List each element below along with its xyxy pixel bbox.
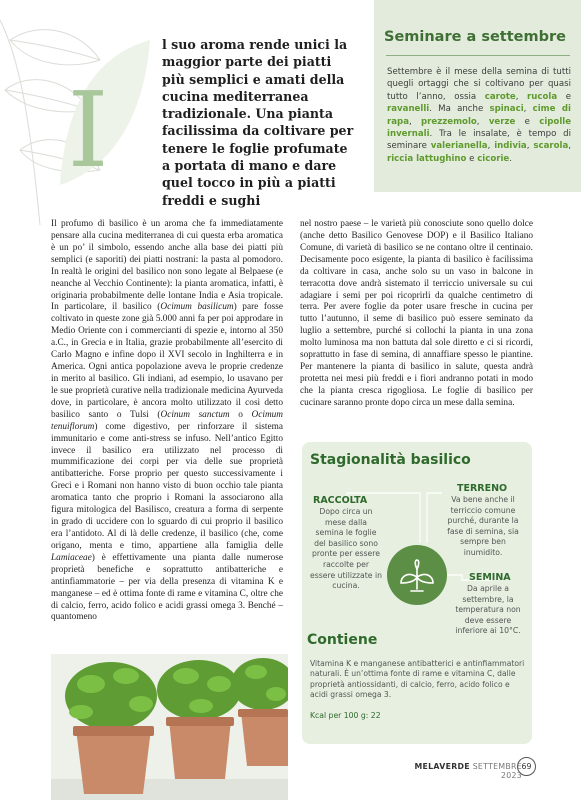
sowing-text: Settembre è il mese della semina di tutti quegli ortaggi che si coltivano per quasi tutto l’anno, ossia carote, rucola e ravanelli. Ma anche spinaci, cime di rapa, prezzemolo, verze e cipolle invernali. Tra le insalate, è tempo di seminare valerianella, indivia, scarola, riccia lattughino e cicorie. [387,67,572,164]
highlight-vegetable: prezzemolo [421,116,477,127]
basil-pots-photo [51,654,288,800]
soil-text: Va bene anche il terriccio comune purché, durante la fase di semina, sia sempre ben inumidito. [447,495,519,557]
sowing-heading: SEMINA [469,572,511,583]
contains-text: Vitamina K e manganese antibatterici e antinfiammatori naturali. È un’ottima fonte di rame e vitamina C, dalle proprietà antiossidanti, di calcio, ferro, acido folico e acidi grassi omega 3. [310,659,525,700]
highlight-vegetable: carote [484,91,516,102]
sowing-divider [386,55,570,56]
lead-paragraph: l suo aroma rende unici la maggior parte dei piatti più semplici e amati della cucina mediterranea tradizionale. Una pianta facilissima da coltivare per tenere le foglie profumate a portata di mano e dare quel tocco in più a piatti freddi e sughi [162,37,354,208]
harvest-heading: RACCOLTA [313,495,368,506]
body-column-left: Il profumo di basilico è un aroma che fa immediatamente pensare alla cucina mediterranea di cui questa erba aromatica è un po’ il simbolo, essendo anche alla base dei piatti più semplici (e saporiti) dei piatti nostrani: la pasta al pomodoro. In realtà le origini del basilico non sono legate al Belpaese (e neanche al Vecchio Continente): la pianta aromatica, infatti, è originaria probabilmente delle lontane India e Asia tropicale. In particolare, il basilico (Ocimum basilicum) pare fosse coltivato in queste zone già 5.000 anni fa per poi approdare in Medio Oriente con i commercianti di spezie e, intorno al 350 a.C., in Grecia e in Italia, grazie probabilmente all’esercito di Carlo Magno e infine dopo il XVI secolo in Inghilterra e in America. Ogni antica popolazione aveva le proprie credenze in merito al basilico. Gli indiani, ad esempio, lo usavano per le sue proprietà curative nella tradizionale medicina Ayurveda dove, in particolare, è ancora molto utilizzato il così detto basilico santo o Tulsi (Ocinum sanctum o Ocimum tenuiflorum) come digestivo, per rinforzare il sistema immunitario e come anti-stress se infuso. Nell’antico Egitto invece il basilico era utilizzato nel processo di mummificazione dei corpi per via delle sue proprietà antibatteriche. Forse proprio per questo successivamente i Greci e i Romani non hanno visto di buon occhio tale pianta aromatica tanto che proprio i Romani la associarono alla figura mitologica del Basilisco, creatura a forma di serpente in grado di uccidere con lo sguardo di cui proprio il basilico era l’antidoto. Al di là delle credenze, il basilico (che, come origano, menta e timo, appartiene alla famiglia delle Lamiaceae) è effettivamente una pianta dalle numerose proprietà benefiche e soprattutto antibatteriche e antinfiammatorie – per via della presenza di vitamina K e manganese – ed è ottima fonte di rame e vitamina C, oltre che di calcio, ferro, acido folico e acidi grassi omega 3. Benché – quantomeno [51,219,284,623]
highlight-vegetable: cime di rapa [387,104,571,127]
highlight-vegetable: ravanelli [387,104,430,115]
highlight-vegetable: valerianella [430,141,488,152]
seasonality-title: Stagionalità basilico [310,452,471,468]
highlight-vegetable: indivia [494,141,527,152]
highlight-vegetable: cipolle invernali [387,116,572,140]
soil-heading: TERRENO [457,483,508,494]
page-number: 69 [517,757,536,776]
basil-leaf-icon [387,545,447,605]
highlight-vegetable: riccia lattughino [387,153,467,164]
sowing-detail-text: Da aprile a settembre, la temperatura non deve essere inferiore ai 10°C. [455,584,521,636]
sowing-title: Seminare a settembre [384,29,566,45]
body-column-right: nel nostro paese – le varietà più conosciute sono quello dolce (anche detto Basilico Genovese DOP) e il Basilico Italiano Comune, di varietà di basilico se ne contano oltre il centinaio. Decisamente poco esigente, la pianta di basilico è facilissima da coltivare in casa, anche solo su un vaso in balcone in terracotta dove andrà sistemato il terriccio universale su cui adagiare i semi per poi ricoprirli da qualche centimetro di terra. Per avere foglie da poter usare fresche in cucina per tutto l’autunno, il seme di basilico può essere seminato da luglio a settembre, purché si collochi la pianta in una zona molto luminosa ma non battuta dal sole diretto e ci si ricordi, soprattutto in fase di semina, di annaffiare spesso le piantine. Per mantenere la pianta di basilico in salute, questa andrà protetta nei mesi più freddi e i fiori andranno potati in modo che la pianta cresca rigogliosa. Le foglie di basilico per cucinare saranno pronte dopo circa un mese dalla semina. [300,219,533,408]
harvest-text: Dopo circa un mese dalla semina le foglie del basilico sono pronte per essere raccolte per essere utilizzate in cucina. [310,507,382,591]
highlight-vegetable: scarola [533,141,569,152]
highlight-vegetable: cicorie [477,153,510,164]
kcal-value: Kcal per 100 g: 22 [310,711,381,720]
highlight-vegetable: spinaci [489,104,524,115]
drop-cap: I [67,69,109,191]
highlight-vegetable: rucola [527,91,558,102]
highlight-vegetable: verze [488,116,516,127]
contains-title: Contiene [307,632,378,648]
magazine-footer [392,762,522,780]
issue-date: SETTEMBRE 2023 [472,762,522,780]
magazine-name: MELAVERDE [414,762,470,771]
